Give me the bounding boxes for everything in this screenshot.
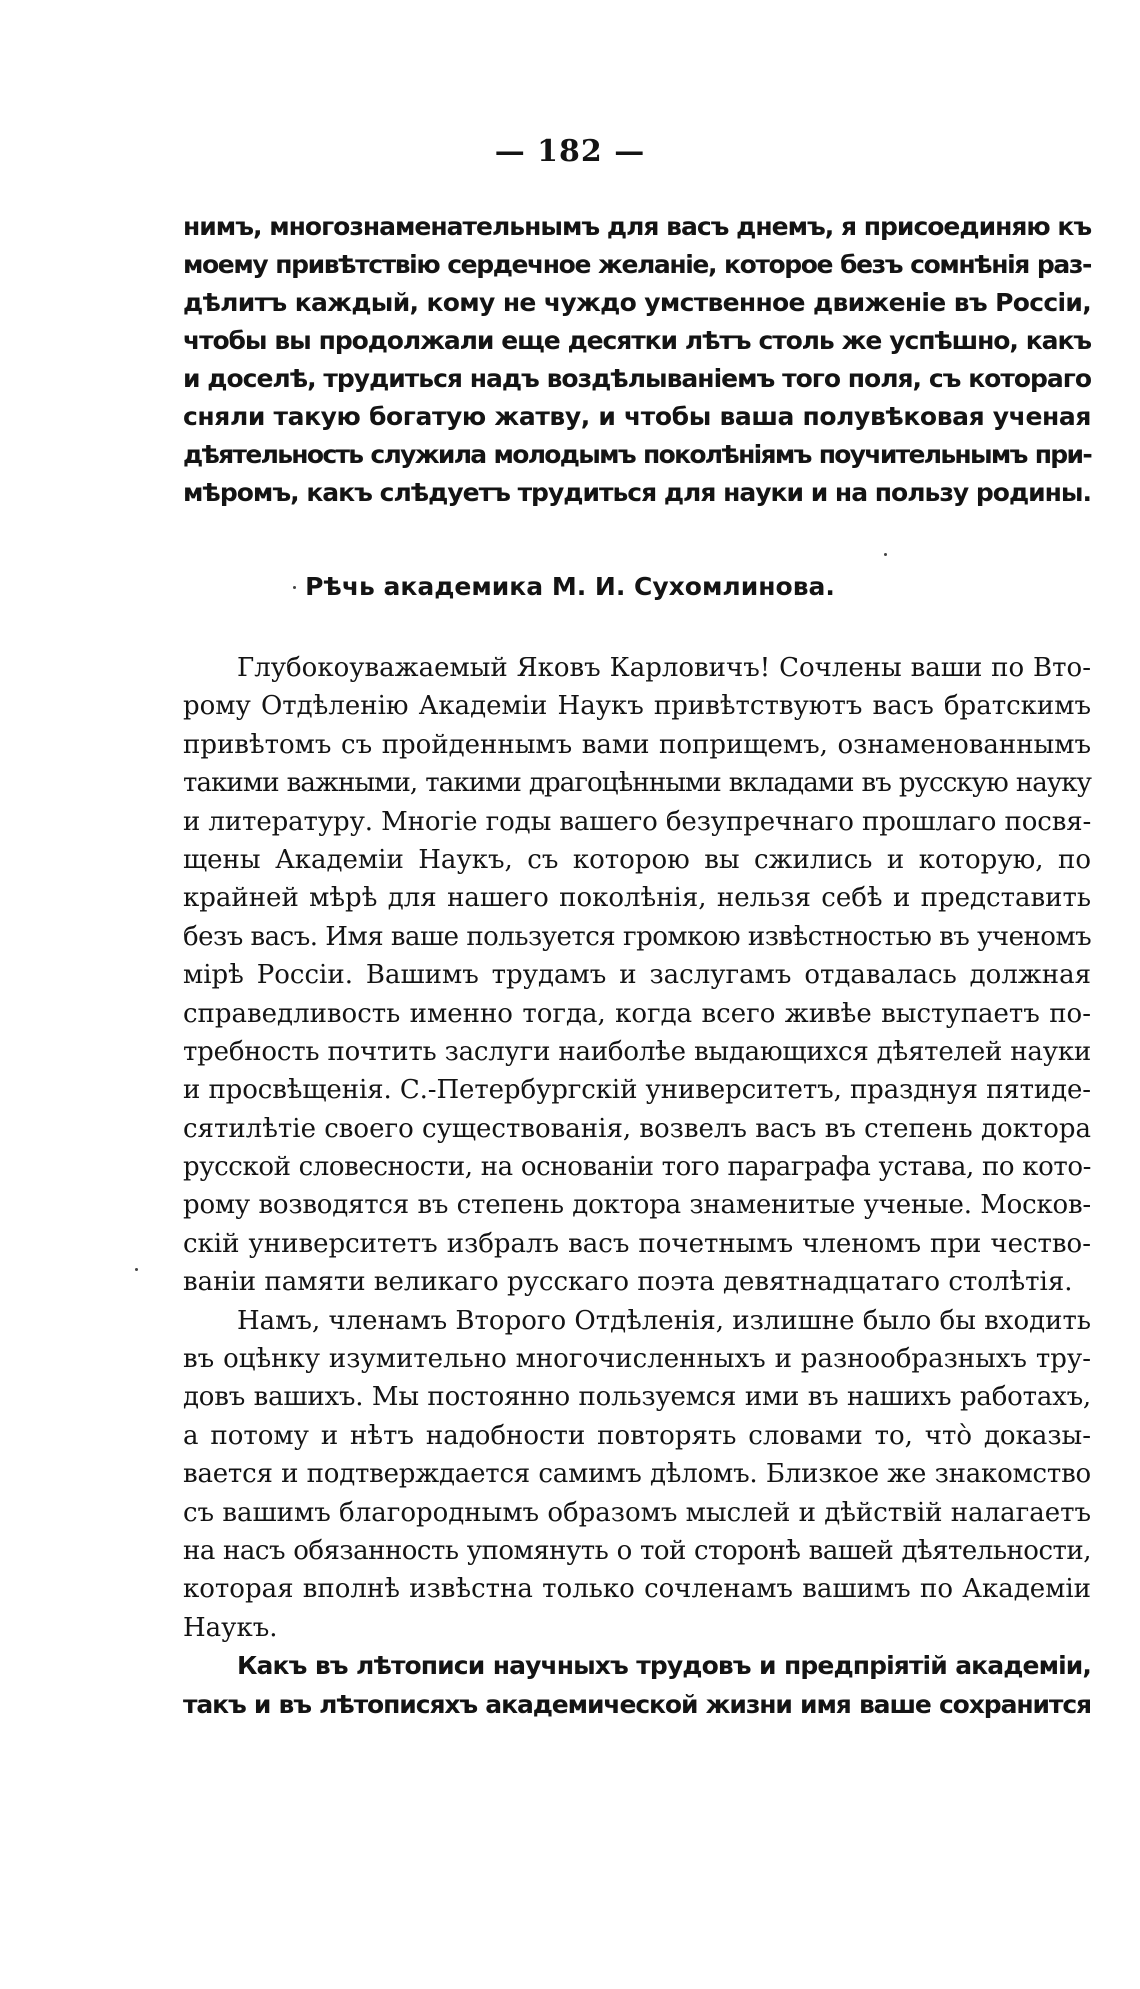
- text-line: справедливость именно тогда, когда всего живѣе выступаетъ по-: [183, 998, 1091, 1029]
- section-heading: Рѣчь академика М. И. Сухомлинова.: [305, 572, 835, 601]
- text-line: ваніи памяти великаго русскаго поэта девятнадцатаго столѣтія.: [183, 1267, 1073, 1298]
- page-number: — 182 —: [494, 134, 646, 169]
- print-speck: [135, 1268, 138, 1271]
- text-line: русской словесности, на основаніи того параграфа устава, по кото-: [183, 1152, 1091, 1183]
- text-line: чтобы вы продолжали еще десятки лѣтъ столь же успѣшно, какъ: [183, 326, 1091, 355]
- text-line: такими важными, такими драгоцѣнными вкладами въ русскую науку: [183, 768, 1091, 799]
- text-line: такъ и въ лѣтописяхъ академической жизни имя ваше сохранится: [183, 1689, 1091, 1719]
- text-line: привѣтомъ съ пройденнымъ вами поприщемъ, ознаменованнымъ: [183, 729, 1091, 760]
- text-line: Намъ, членамъ Второго Отдѣленія, излишне было бы входить: [237, 1305, 1092, 1336]
- text-line: вается и подтверждается самимъ дѣломъ. Близкое же знакомство: [183, 1459, 1091, 1490]
- text-line: довъ вашихъ. Мы постоянно пользуемся ими въ нашихъ работахъ,: [183, 1382, 1091, 1413]
- text-line: моему привѣтствію сердечное желаніе, которое безъ сомнѣнія раз-: [183, 250, 1091, 279]
- text-line: требность почтить заслуги наиболѣе выдающихся дѣятелей науки: [183, 1036, 1091, 1067]
- text-line: сняли такую богатую жатву, и чтобы ваша полувѣковая ученая: [183, 402, 1091, 431]
- speech-body: [183, 649, 1091, 1724]
- print-speck: [884, 553, 887, 556]
- text-line: въ оцѣнку изумительно многочисленныхъ и разнообразныхъ тру-: [183, 1344, 1091, 1375]
- text-line: и литературу. Многіе годы вашего безупречнаго прошлаго посвя-: [183, 806, 1092, 837]
- text-line: дѣлитъ каждый, кому не чуждо умственное движеніе въ Россіи,: [183, 288, 1091, 317]
- print-speck: [293, 586, 296, 589]
- text-line: безъ васъ. Имя ваше пользуется громкою извѣстностью въ ученомъ: [183, 921, 1092, 952]
- text-line: щены Академіи Наукъ, съ которою вы сжились и которую, по: [183, 844, 1091, 875]
- text-line: мірѣ Россіи. Вашимъ трудамъ и заслугамъ отдавалась должная: [183, 960, 1091, 991]
- text-line: дѣятельность служила молодымъ поколѣніямъ поучительнымъ при-: [183, 440, 1091, 469]
- text-line: крайней мѣрѣ для нашего поколѣнія, нельзя себѣ и представить: [183, 883, 1091, 914]
- text-line: Наукъ.: [183, 1612, 278, 1643]
- paragraph-1: [183, 208, 1091, 512]
- text-line: и доселѣ, трудиться надъ воздѣлываніемъ того поля, съ котораго: [183, 364, 1091, 393]
- text-line: Какъ въ лѣтописи научныхъ трудовъ и предпріятій академіи,: [237, 1651, 1091, 1681]
- text-line: на насъ обязанность упомянуть о той сторонѣ вашей дѣятельности,: [183, 1535, 1091, 1566]
- text-line: нимъ, многознаменательнымъ для васъ днемъ, я присоединяю къ: [183, 212, 1092, 241]
- text-line: съ вашимъ благороднымъ образомъ мыслей и дѣйствій налагаетъ: [183, 1497, 1092, 1528]
- text-line: скій университетъ избралъ васъ почетнымъ членомъ при чествo-: [183, 1228, 1091, 1259]
- text-line: и просвѣщенія. С.-Петербургскій университетъ, празднуя пятиде-: [183, 1075, 1091, 1106]
- text-line: рому Отдѣленію Академіи Наукъ привѣтствуютъ васъ братскимъ: [183, 691, 1091, 722]
- text-line: которая вполнѣ извѣстна только сочленамъ вашимъ по Академіи: [183, 1574, 1091, 1605]
- text-line: рому возводятся въ степень доктора знаменитые ученые. Москов-: [183, 1190, 1091, 1221]
- text-line: Глубокоуважаемый Яковъ Карловичъ! Сочлены ваши по Вто-: [237, 653, 1091, 683]
- text-line: сятилѣтіе своего существованія, возвелъ васъ въ степень доктора: [183, 1113, 1092, 1144]
- text-line: мѣромъ, какъ слѣдуетъ трудиться для науки и на пользу родины.: [183, 478, 1092, 507]
- text-line: а потому и нѣтъ надобности повторять словами то, что̀ доказы-: [183, 1420, 1091, 1451]
